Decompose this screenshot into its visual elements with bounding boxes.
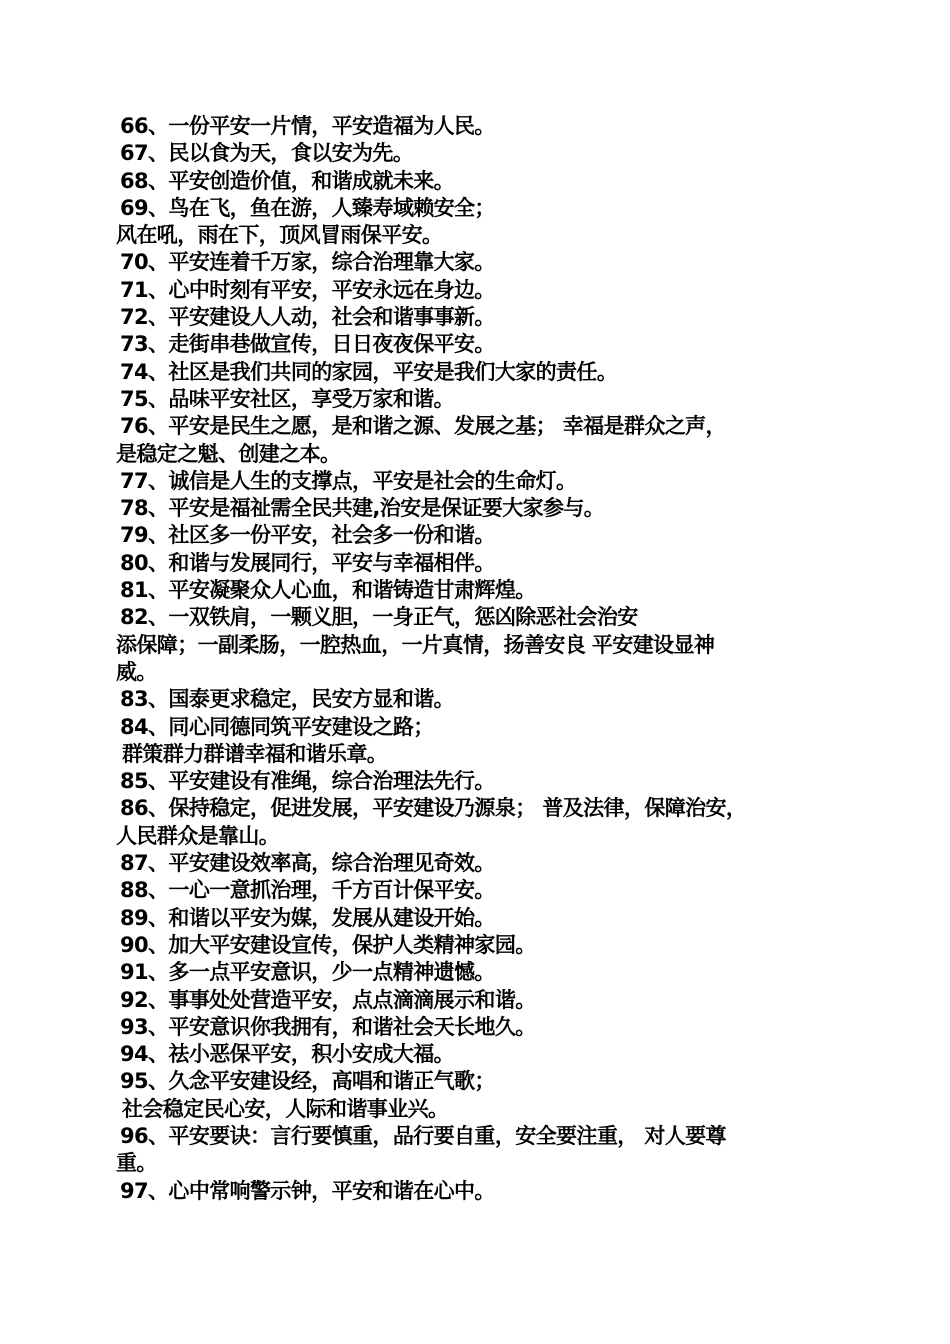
- list-item: 80、和谐与发展同行，平安与幸福相伴。: [120, 550, 495, 575]
- list-item: 84、同心同德同筑平安建设之路；: [120, 714, 434, 739]
- list-item-continuation: 人民群众是靠山。: [116, 823, 280, 848]
- list-item-continuation: 是稳定之魁、创建之本。: [116, 441, 341, 466]
- list-item: 72、平安建设人人动，社会和谐事事新。: [120, 305, 495, 330]
- list-item: 90、加大平安建设宣传，保护人类精神家园。: [120, 932, 536, 957]
- list-item-continuation: 群策群力群谱幸福和谐乐章。: [122, 741, 388, 766]
- list-item: 86、保持稳定，促进发展，平安建设乃源泉； 普及法律，保障治安，: [120, 796, 747, 821]
- list-item: 93、平安意识你我拥有，和谐社会天长地久。: [120, 1014, 536, 1039]
- list-item: 91、多一点平安意识，少一点精神遗憾。: [120, 960, 495, 985]
- list-item: 92、事事处处营造平安，点点滴滴展示和谐。: [120, 987, 536, 1012]
- list-item-continuation: 添保障；一副柔肠，一腔热血，一片真情，扬善安良 平安建设显神: [116, 632, 715, 657]
- list-item: 76、平安是民生之愿，是和谐之源、发展之基； 幸福是群众之声，: [120, 414, 726, 439]
- list-item: 71、心中时刻有平安，平安永远在身边。: [120, 277, 495, 302]
- list-item: 74、社区是我们共同的家园，平安是我们大家的责任。: [120, 359, 618, 384]
- list-item-continuation: 社会稳定民心安，人际和谐事业兴。: [122, 1096, 449, 1121]
- list-item: 87、平安建设效率高，综合治理见奇效。: [120, 851, 495, 876]
- list-item: 81、平安凝聚众人心血，和谐铸造甘肃辉煌。: [120, 578, 536, 603]
- list-item: 79、社区多一份平安，社会多一份和谐。: [120, 523, 495, 548]
- list-item-continuation: 重。: [116, 1151, 157, 1176]
- list-item: 85、平安建设有准绳，综合治理法先行。: [120, 769, 495, 794]
- list-item: 66、一份平安一片情，平安造福为人民。: [120, 114, 495, 138]
- list-item-continuation: 威。: [116, 659, 157, 684]
- list-item: 69、鸟在飞，鱼在游，人臻寿域赖安全；: [120, 195, 495, 220]
- list-item: 78、平安是福祉需全民共建,治安是保证要大家参与。: [120, 496, 605, 521]
- list-item: 73、走街串巷做宣传，日日夜夜保平安。: [120, 332, 495, 357]
- list-item: 97、心中常响警示钟，平安和谐在心中。: [120, 1178, 495, 1203]
- list-item: 68、平安创造价值，和谐成就未来。: [120, 168, 455, 193]
- list-item: 75、品味平安社区，享受万家和谐。: [120, 386, 455, 411]
- list-item: 94、祛小恶保平安，积小安成大福。: [120, 1042, 455, 1067]
- list-item: 70、平安连着千万家，综合治理靠大家。: [120, 250, 495, 275]
- list-item: 67、民以食为天，食以安为先。: [120, 141, 414, 166]
- list-item: 96、平安要诀：言行要慎重，品行要自重，安全要注重， 对人要尊: [120, 1123, 726, 1148]
- list-item: 95、久念平安建设经，高唱和谐正气歌；: [120, 1069, 495, 1094]
- slogan-list: [116, 113, 846, 1205]
- list-item-continuation: 风在吼，雨在下，顶风冒雨保平安。: [116, 223, 443, 248]
- list-item: 83、国泰更求稳定，民安方显和谐。: [120, 687, 455, 712]
- list-item: 88、一心一意抓治理，千方百计保平安。: [120, 878, 495, 903]
- list-item: 82、一双铁肩，一颗义胆，一身正气，惩凶除恶社会治安: [120, 605, 638, 630]
- list-item: 89、和谐以平安为媒，发展从建设开始。: [120, 905, 495, 930]
- list-item: 77、诚信是人生的支撑点，平安是社会的生命灯。: [120, 468, 577, 493]
